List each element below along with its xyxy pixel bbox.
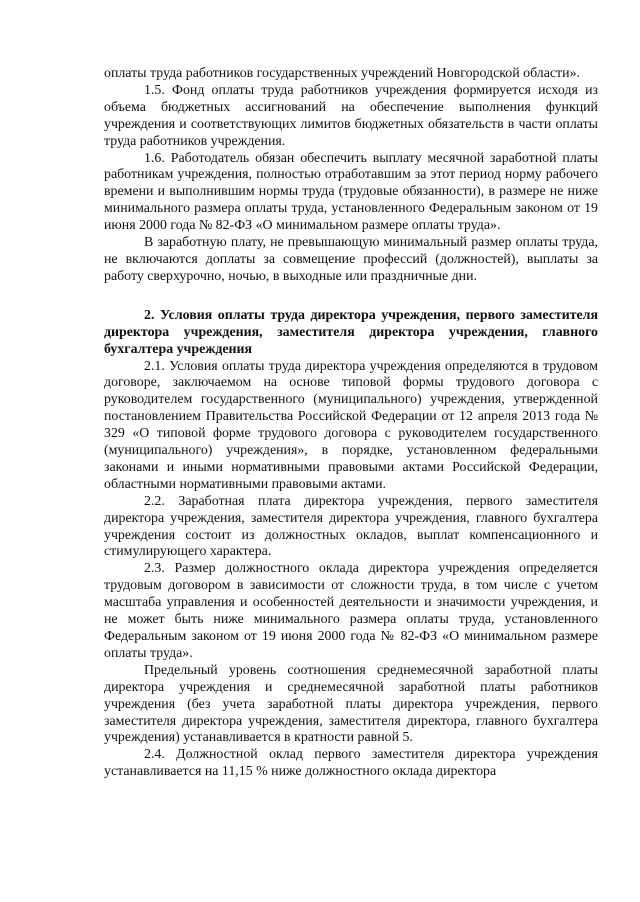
paragraph-2-2: 2.2. Заработная плата директора учреждения, первого заместителя директора учреждения, заместителя директора учреждения, главного бухгалтера учреждения состоит из должностных окладов, выплат компенсационного и стимулирующего характера. (104, 493, 598, 560)
paragraph-continuation: оплаты труда работников государственных учреждений Новгородской области». (104, 66, 580, 81)
document-page (104, 66, 598, 781)
paragraph-minimum-wage-exclusions: В заработную плату, не превышающую минимальный размер оплаты труда, не включаются доплаты за совмещение профессий (должностей), выплаты за работу сверхурочно, ночью, в выходные или праздничные дни. (104, 235, 598, 284)
paragraph-2-1: 2.1. Условия оплаты труда директора учреждения определяются в трудовом договоре, заключаемом на основе типовой формы трудового договора с руководителем государственного (муниципального) учреждения, утвержденной постановлением Правительства Российской Федерации от 12 апреля 2013 года № 329 «О типовой форме трудового договора с руководителем государственного (муниципального) учреждения», в порядке, установленном федеральными законами и иными нормативными правовыми актами Российской Федерации, областными нормативными правовыми актами. (104, 358, 598, 492)
paragraph-2-4: 2.4. Должностной оклад первого заместителя директора учреждения устанавливается на 11,15 % ниже должностного оклада директора (104, 747, 598, 780)
paragraph-2-3: 2.3. Размер должностного оклада директора учреждения определяется трудовым договором в зависимости от сложности труда, в том числе с учетом масштаба управления и особенностей деятельности и значимости учреждения, и не может быть ниже минимального размера оплаты труда, установленного Федеральным законом от 19 июня 2000 года № 82-ФЗ «О минимальном размере оплаты труда». (104, 561, 598, 661)
section-2-heading: 2. Условия оплаты труда директора учреждения, первого заместителя директора учреждения, заместителя директора учреждения, главного бухгалтера учреждения (104, 307, 598, 357)
paragraph-salary-ratio: Предельный уровень соотношения среднемесячной заработной платы директора учреждения и среднемесячной заработной платы работников учреждения (без учета заработной платы директора учреждения, первого заместителя директора учреждения, заместителя директора, главного бухгалтера учреждения) устанавливается в кратности равной 5. (104, 662, 598, 746)
paragraph-1-6: 1.6. Работодатель обязан обеспечить выплату месячной заработной платы работникам учреждения, полностью отработавшим за этот период норму рабочего времени и выполнившим нормы труда (трудовые обязанности), в размере не ниже минимального размера оплаты труда, установленного Федеральным законом от 19 июня 2000 года № 82-ФЗ «О минимальном размере оплаты труда». (104, 150, 598, 234)
paragraph-1-5: 1.5. Фонд оплаты труда работников учреждения формируется исходя из объема бюджетных ассигнований на обеспечение выполнения функций учреждения и соответствующих лимитов бюджетных обязательств в части оплаты труда работников учреждения. (104, 82, 598, 149)
